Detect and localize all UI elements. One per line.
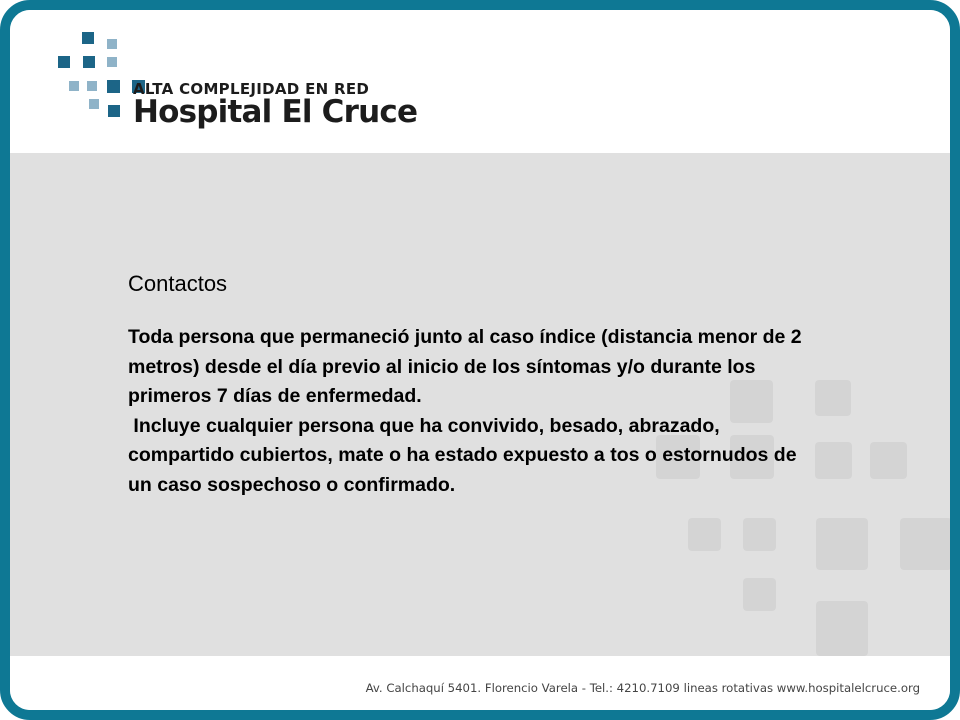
logo-name: Hospital El Cruce	[133, 94, 418, 130]
paragraph: Toda persona que permaneció junto al caso índice (distancia menor de 2 metros) desde el día previo al inicio de los síntomas y/o durante los primeros 7 días de enfermedad.	[128, 326, 802, 407]
logo-tagline: ALTA COMPLEJIDAD EN RED	[133, 80, 370, 98]
content-body	[128, 323, 808, 500]
paragraph: Incluye cualquier persona que ha convivido, besado, abrazado, compartido cubiertos, mate o ha estado expuesto a tos o estornudos de un caso sospechoso o confirmado.	[128, 414, 802, 496]
header	[10, 10, 950, 153]
content-panel	[10, 153, 950, 656]
content-title: Contactos	[128, 271, 228, 296]
footer	[10, 656, 950, 720]
footer-contact: Av. Calchaquí 5401. Florencio Varela - Tel.: 4210.7109 lineas rotativas www.hospitalelcruce.org	[365, 681, 920, 695]
content-text	[128, 271, 808, 500]
